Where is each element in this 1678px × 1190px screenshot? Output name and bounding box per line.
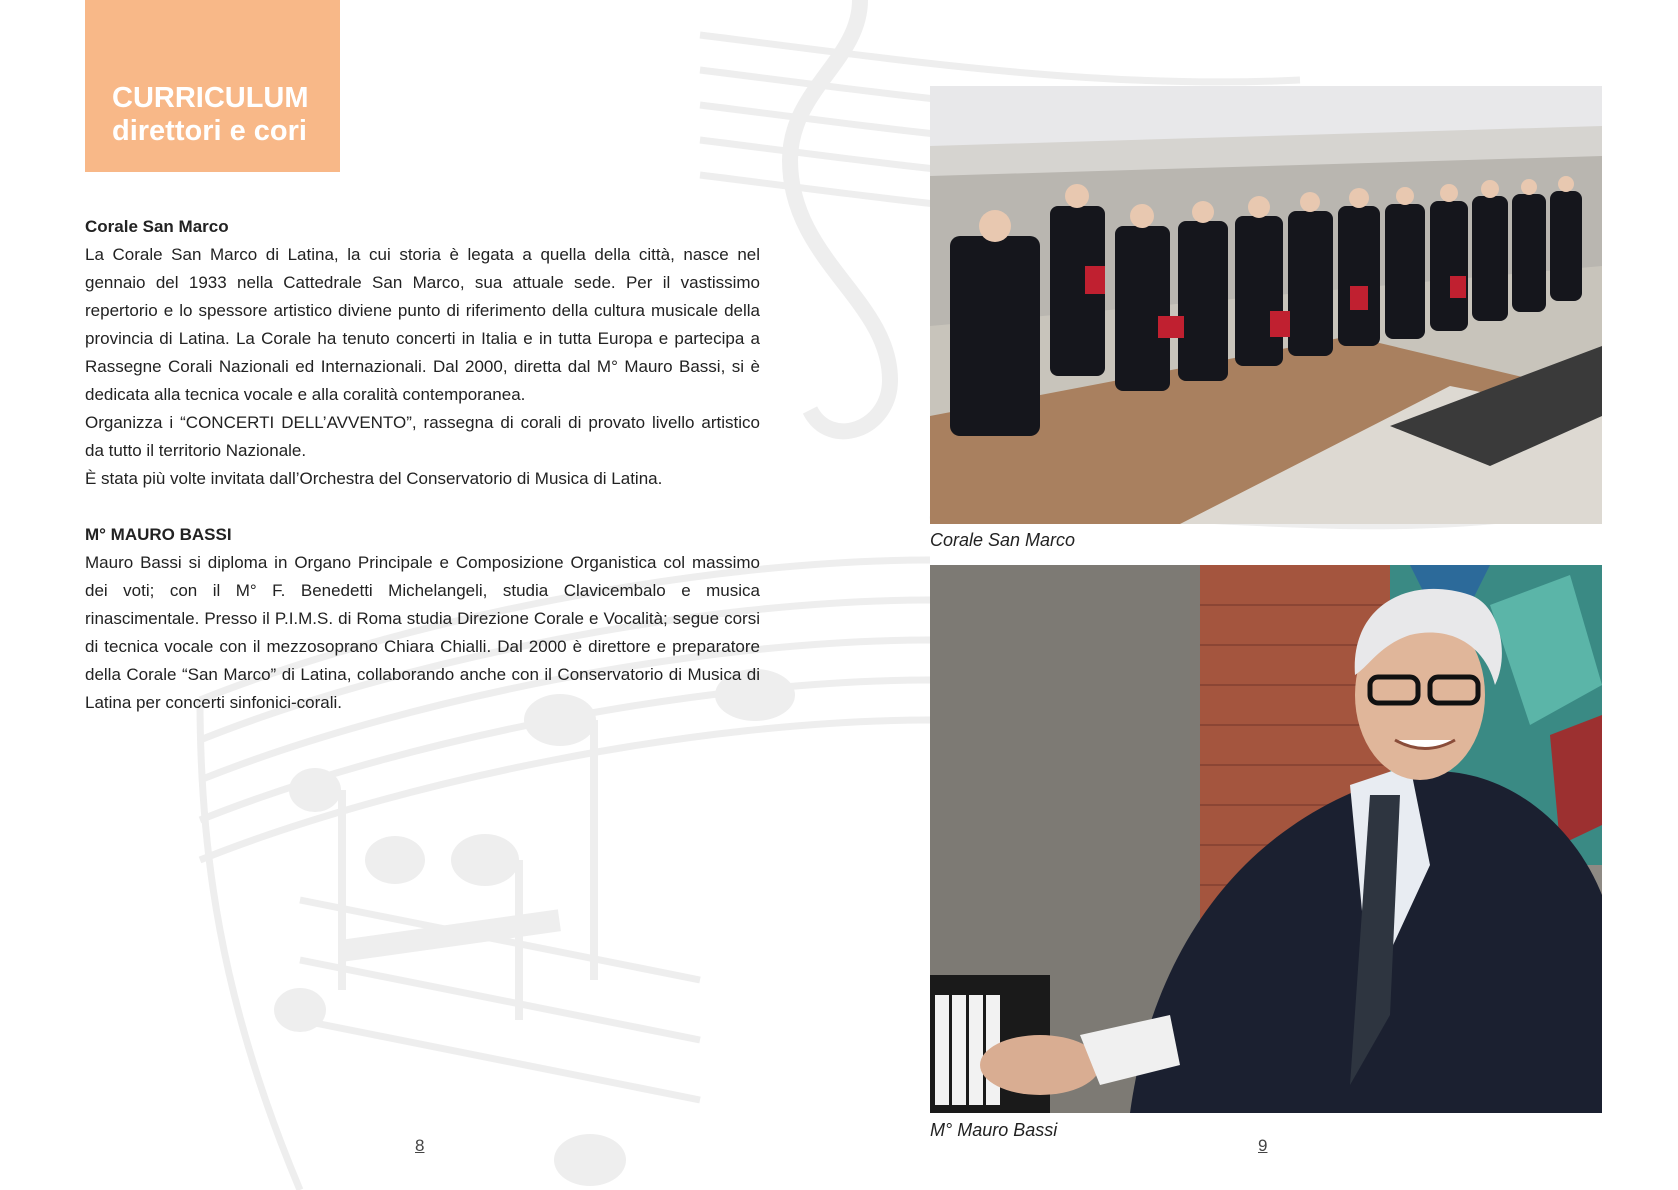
- director-photo: [930, 565, 1602, 1113]
- choir-paragraph-1: La Corale San Marco di Latina, la cui storia è legata a quella della città, nasce nel gennaio del 1933 nella Cattedrale San Marco, sua attuale sede. Per il vastissimo repertorio e lo spessore artistico diviene punto di riferimento della cultura musicale della provincia di Latina. La Corale ha tenuto concerti in Italia e in tutta Europa e partecipa a Rassegne Corali Nazionali ed Internazionali. Dal 2000, diretta dal M° Mauro Bassi, si è dedicata alla tecnica vocale e alla coralità contemporanea.: [85, 245, 760, 404]
- page-number-left: 8: [415, 1136, 425, 1155]
- director-paragraph: Mauro Bassi si diploma in Organo Principale e Composizione Organistica col massimo dei voti; con il M° F. Benedetti Michelangeli, studia Clavicembalo e musica rinascimentale. Presso il P.I.M.S. di Roma studia Direzione Corale e Vocalità; segue corsi di tecnica vocale con il mezzosoprano Chiara Chialli. Dal 2000 è direttore e preparatore della Corale “San Marco” di Latina, collaborando anche con il Conservatorio di Musica di Latina per concerti sinfonici-corali.: [85, 553, 760, 712]
- choir-caption: Corale San Marco: [930, 530, 1076, 550]
- title-line-1: CURRICULUM: [112, 82, 309, 114]
- director-caption: M° Mauro Bassi: [930, 1120, 1058, 1140]
- choir-photo: [930, 86, 1602, 524]
- section-title-box: [85, 0, 340, 172]
- director-heading: M° MAURO BASSI: [85, 525, 232, 544]
- title-line-2: direttori e cori: [112, 115, 307, 147]
- choir-paragraph-3: È stata più volte invitata dall’Orchestra del Conservatorio di Musica di Latina.: [85, 469, 663, 488]
- choir-paragraph-2: Organizza i “CONCERTI DELL’AVVENTO”, rassegna di corali di provato livello artistico da tutto il territorio Nazionale.: [85, 413, 760, 460]
- page-number-right: 9: [1258, 1136, 1268, 1155]
- choir-heading: Corale San Marco: [85, 217, 229, 236]
- text-column: [85, 213, 760, 717]
